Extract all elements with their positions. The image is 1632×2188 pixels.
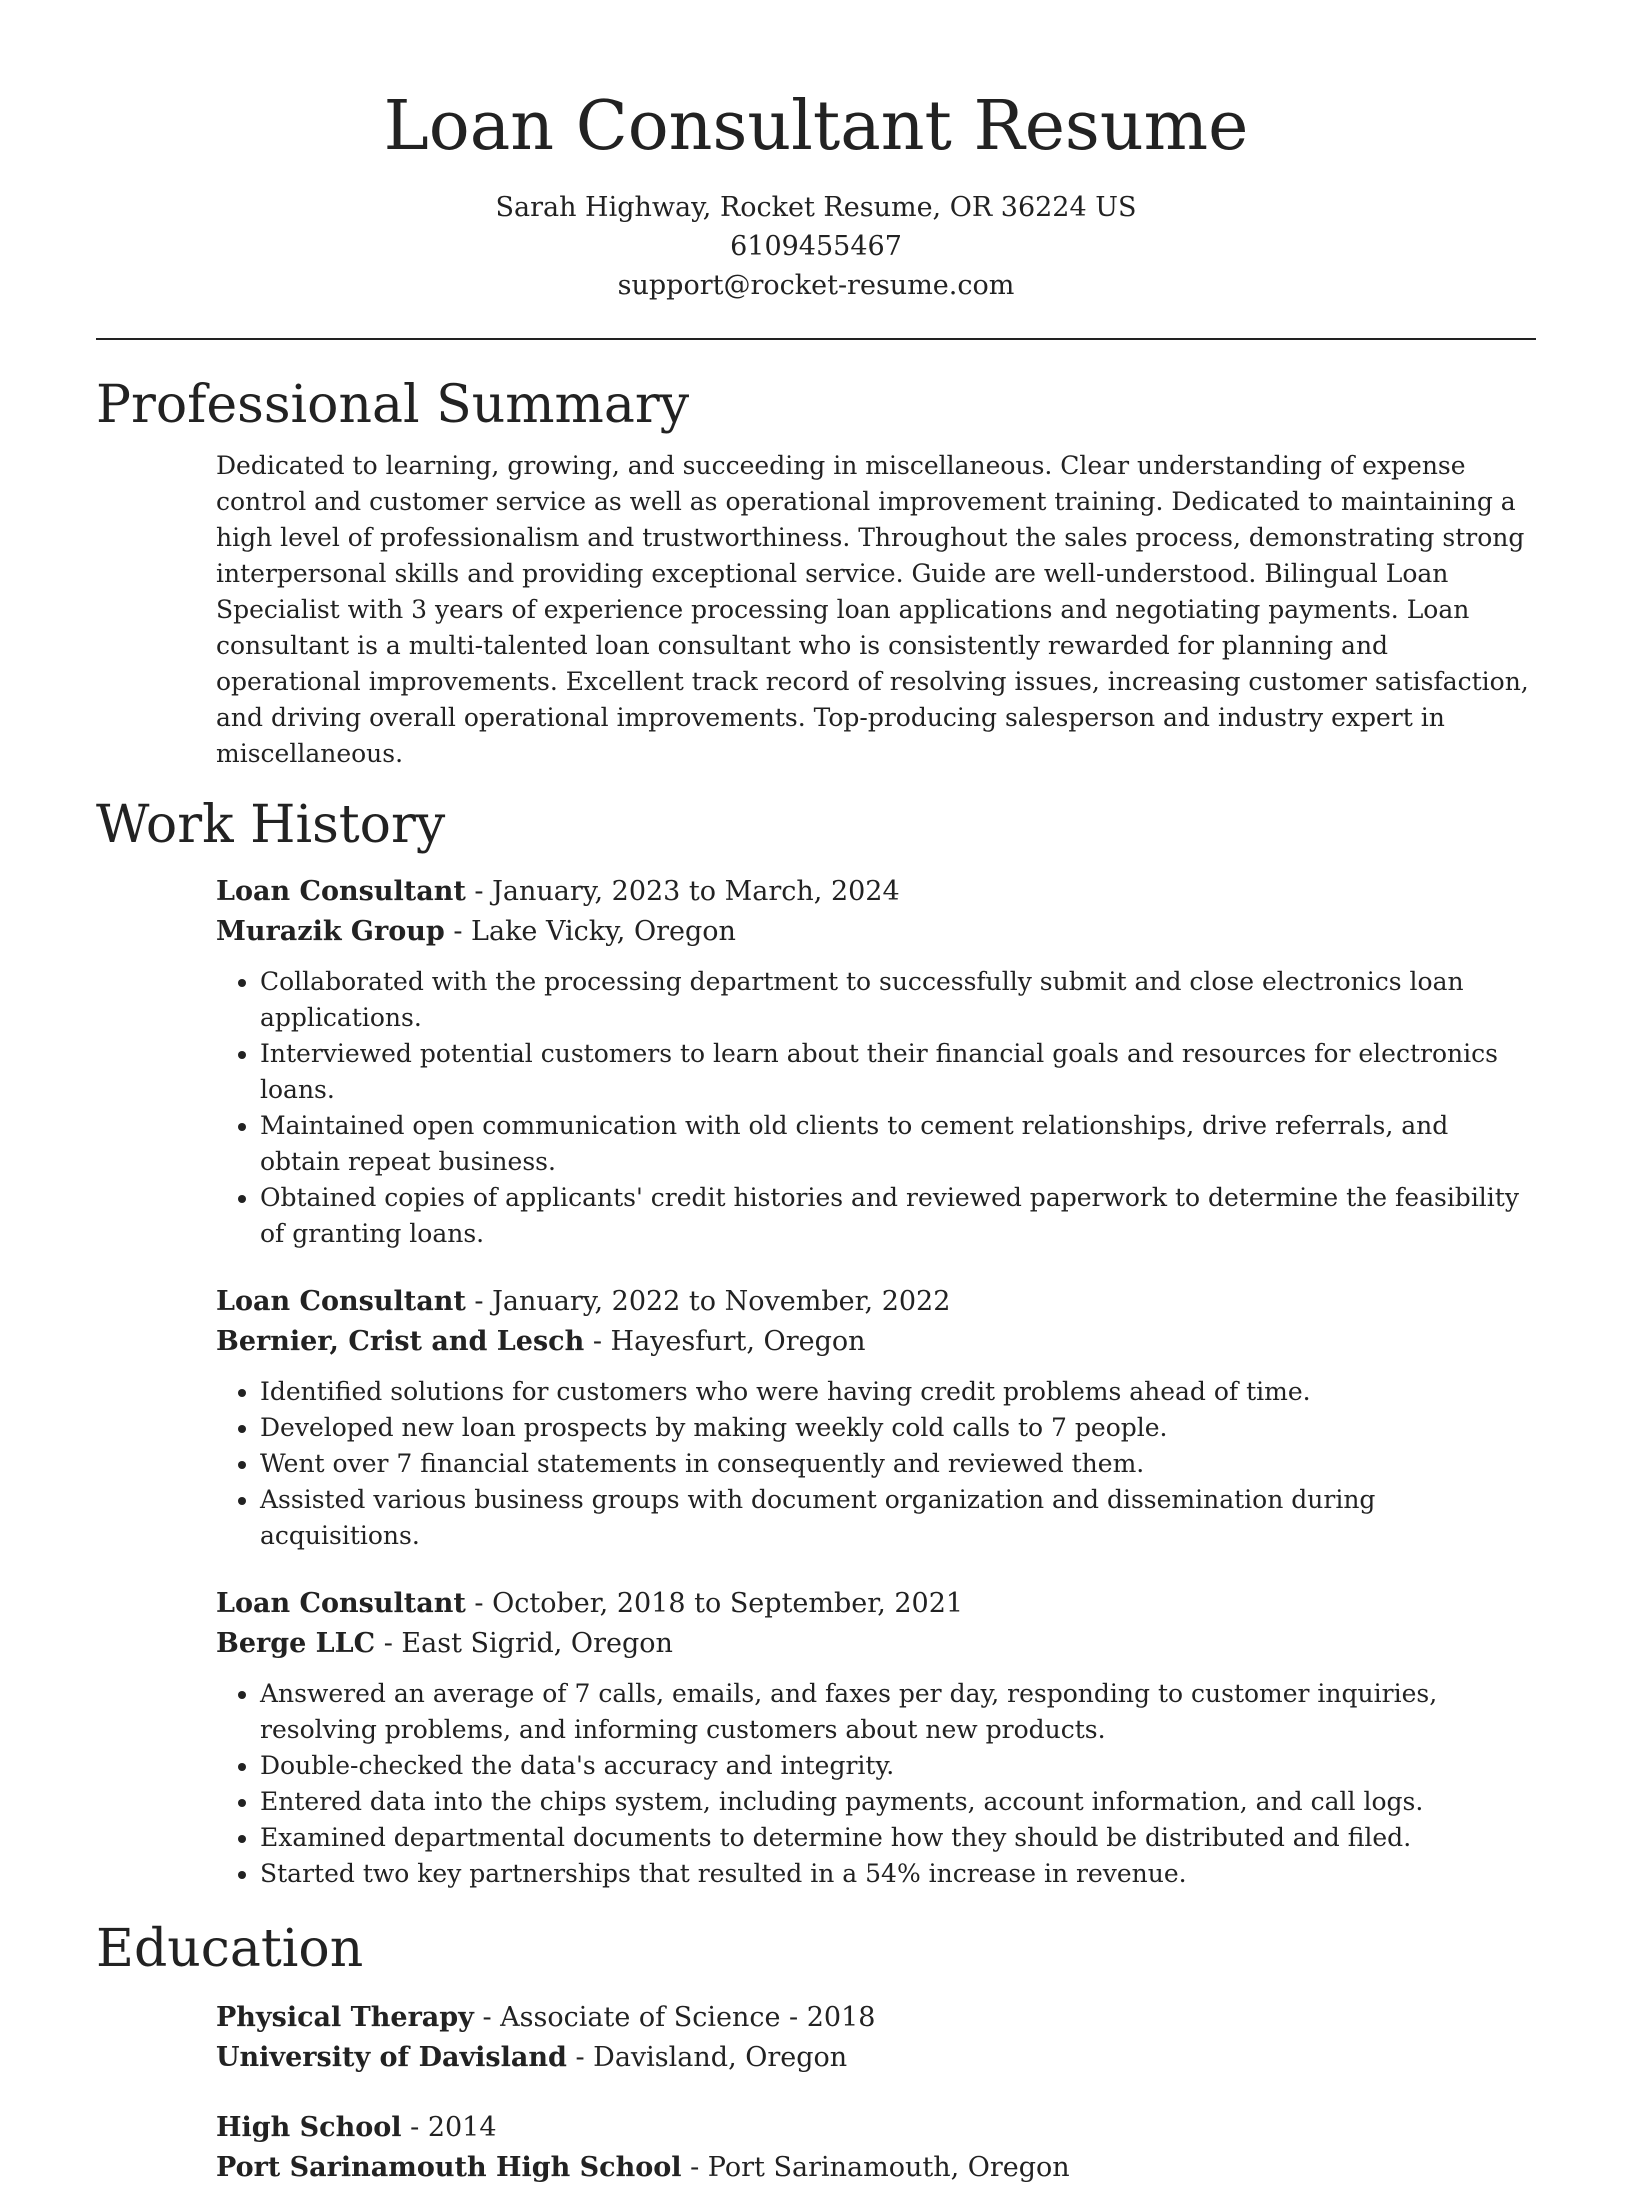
education-entry: [216, 2108, 1536, 2188]
education-heading: Education: [96, 1919, 364, 1979]
contact-info: [96, 188, 1536, 305]
job-dates: - January, 2023 to March, 2024: [465, 876, 900, 907]
job-bullets: [216, 964, 1536, 1252]
contact-phone: 6109455467: [730, 231, 902, 262]
job-dates: - October, 2018 to September, 2021: [465, 1588, 964, 1619]
job-location: - East Sigrid, Oregon: [375, 1628, 673, 1659]
summary-text: Dedicated to learning, growing, and succeeding in miscellaneous. Clear understanding of expense control and customer service as well as operational improvement training. Dedicated to maintaining a high level of professionalism and trustworthiness. Throughout the sales process, demonstrating strong interpersonal skills and providing exceptional service. Guide are well-understood. Bilingual Loan Specialist with 3 years of experience processing loan applications and negotiating payments. Loan consultant is a multi-talented loan consultant who is consistently rewarded for planning and operational improvements. Excellent track record of resolving issues, increasing customer satisfaction, and driving overall operational improvements. Top-producing salesperson and industry expert in miscellaneous.: [216, 451, 1529, 768]
job-company: Bernier, Crist and Lesch: [216, 1326, 585, 1357]
contact-address: Sarah Highway, Rocket Resume, OR 36224 US: [495, 192, 1137, 223]
resume-header: [96, 0, 1536, 305]
job-title: Loan Consultant: [216, 876, 466, 907]
job-company-line: [216, 1624, 1536, 1664]
job-entry: [216, 872, 1536, 1252]
job-bullet: • Collaborated with the processing department to successfully submit and close electronics loan applications.: [260, 964, 1536, 1036]
header-divider: [96, 338, 1536, 340]
job-title-line: [216, 872, 1536, 912]
job-title: Loan Consultant: [216, 1588, 466, 1619]
page-title: Loan Consultant Resume: [383, 87, 1249, 166]
job-bullet: • Assisted various business groups with document organization and dissemination during acquisitions.: [260, 1482, 1536, 1554]
job-bullet: • Examined departmental documents to determine how they should be distributed and filed.: [260, 1820, 1536, 1856]
job-location: - Lake Vicky, Oregon: [444, 916, 736, 947]
job-title-line: [216, 1584, 1536, 1624]
job-bullet: • Started two key partnerships that resulted in a 54% increase in revenue.: [260, 1856, 1536, 1892]
job-dates: - January, 2022 to November, 2022: [465, 1286, 951, 1317]
education-location: - Port Sarinamouth, Oregon: [681, 2152, 1070, 2183]
education-school-line: [216, 2038, 1536, 2078]
job-title-line: [216, 1282, 1536, 1322]
job-bullet: • Entered data into the chips system, including payments, account information, and call logs.: [260, 1784, 1536, 1820]
summary-heading: Professional Summary: [96, 375, 690, 435]
job-bullet: • Answered an average of 7 calls, emails, and faxes per day, responding to customer inquiries, resolving problems, and informing customers about new products.: [260, 1676, 1536, 1748]
job-company-line: [216, 1322, 1536, 1362]
education-detail: - Associate of Science - 2018: [473, 2002, 876, 2033]
job-bullet: • Identified solutions for customers who were having credit problems ahead of time.: [260, 1374, 1536, 1410]
education-school-line: [216, 2148, 1536, 2188]
job-bullet: • Double-checked the data's accuracy and integrity.: [260, 1748, 1536, 1784]
education-degree-line: [216, 1998, 1536, 2038]
job-bullet: • Developed new loan prospects by making weekly cold calls to 7 people.: [260, 1410, 1536, 1446]
education-location: - Davisland, Oregon: [566, 2042, 848, 2073]
job-bullet: • Obtained copies of applicants' credit histories and reviewed paperwork to determine the feasibility of granting loans.: [260, 1180, 1536, 1252]
job-title: Loan Consultant: [216, 1286, 466, 1317]
education-degree-line: [216, 2108, 1536, 2148]
job-bullets: [216, 1374, 1536, 1554]
education-degree: High School: [216, 2112, 402, 2143]
education-detail: - 2014: [401, 2112, 497, 2143]
job-bullets: [216, 1676, 1536, 1892]
job-location: - Hayesfurt, Oregon: [584, 1326, 866, 1357]
job-company-line: [216, 912, 1536, 952]
education-degree: Physical Therapy: [216, 2002, 474, 2033]
job-entry: [216, 1584, 1536, 1892]
professional-summary-section: [96, 370, 1536, 772]
education-section: [96, 1914, 1536, 2188]
job-bullet: • Went over 7 financial statements in consequently and reviewed them.: [260, 1446, 1536, 1482]
work-history-section: [96, 790, 1536, 1892]
job-company: Murazik Group: [216, 916, 445, 947]
education-entry: [216, 1998, 1536, 2078]
job-bullet: • Maintained open communication with old clients to cement relationships, drive referrals, and obtain repeat business.: [260, 1108, 1536, 1180]
job-bullet: • Interviewed potential customers to learn about their financial goals and resources for electronics loans.: [260, 1036, 1536, 1108]
contact-email: support@rocket-resume.com: [617, 270, 1015, 301]
education-school: Port Sarinamouth High School: [216, 2152, 682, 2183]
job-entry: [216, 1282, 1536, 1554]
education-school: University of Davisland: [216, 2042, 567, 2073]
work-history-heading: Work History: [96, 795, 446, 855]
job-company: Berge LLC: [216, 1628, 376, 1659]
